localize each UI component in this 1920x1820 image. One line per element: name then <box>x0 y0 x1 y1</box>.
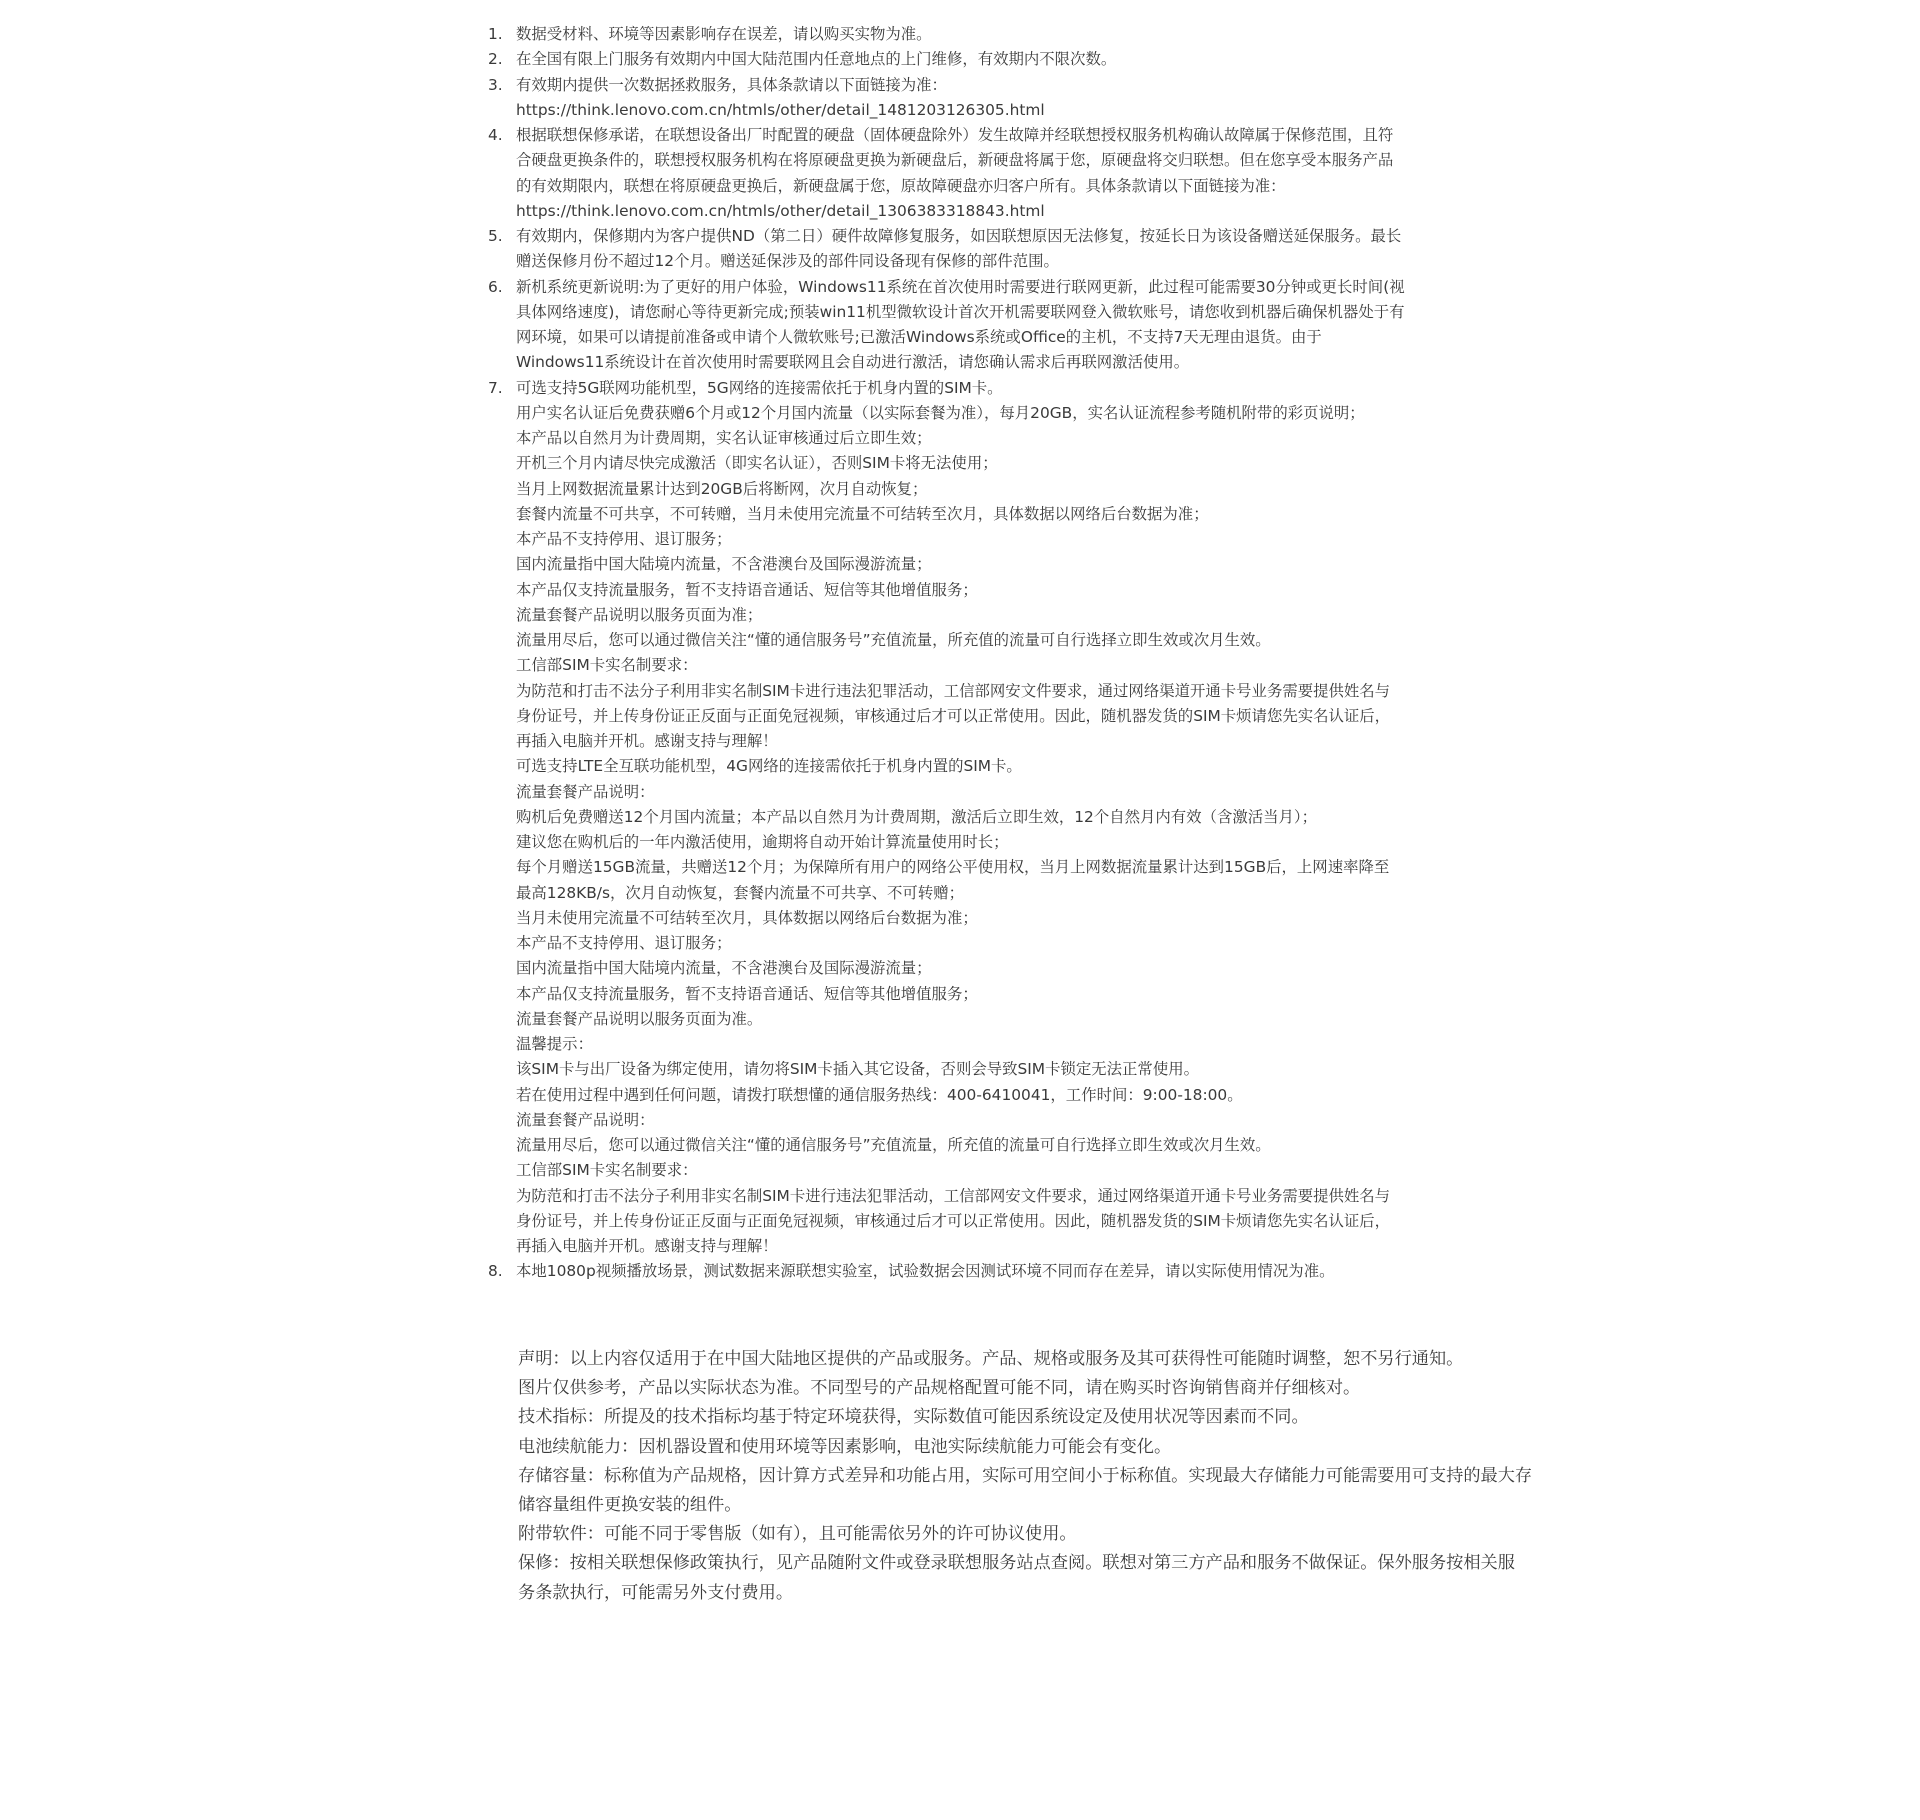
footnote-text-line: 工信部SIM卡实名制要求： <box>516 1161 698 1180</box>
footnote-text-line: 本产品仅支持流量服务，暂不支持语音通话、短信等其他增值服务； <box>516 580 978 599</box>
footnote-text-line: 开机三个月内请尽快完成激活（即实名认证），否则SIM卡将无法使用； <box>516 454 998 473</box>
footnote-text-line: 再插入电脑并开机。感谢支持与理解！ <box>516 732 778 750</box>
footnote-text-line: 合硬盘更换条件的，联想授权服务机构在将原硬盘更换为新硬盘后，新硬盘将属于您，原硬盘将交归联想。但在您享受本服务产品 <box>516 151 1394 170</box>
footnote-item <box>484 224 1444 275</box>
footnote-text-line: 本产品不支持停用、退订服务； <box>516 934 732 952</box>
footnote-text-line: 具体网络速度)，请您耐心等待更新完成;预装win11机型微软设计首次开机需要联网登入微软账号，请您收到机器后确保机器处于有 <box>516 302 1405 321</box>
footnote-text-line: 为防范和打击不法分子利用非实名制SIM卡进行违法犯罪活动，工信部网安文件要求，通过网络渠道开通卡号业务需要提供姓名与 <box>516 1186 1391 1205</box>
footnote-text-line: 再插入电脑并开机。感谢支持与理解！ <box>516 1237 778 1255</box>
footnote-item <box>484 275 1444 376</box>
footnote-text-line: 最高128KB/s，次月自动恢复，套餐内流量不可共享、不可转赠； <box>516 883 964 902</box>
footnote-text-line: https://think.lenovo.com.cn/htmls/other/detail_1306383318843.html <box>516 201 1045 220</box>
footnote-number: 7. <box>488 378 503 397</box>
footnote-text-line: 有效期内，保修期内为客户提供ND（第二日）硬件故障修复服务，如因联想原因无法修复，按延长日为该设备赠送延保服务。最长 <box>516 227 1402 245</box>
footnote-text-line: 本地1080p视频播放场景，测试数据来源联想实验室，试验数据会因测试环境不同而存在差异，请以实际使用情况为准。 <box>516 1262 1335 1281</box>
footnote-text-line: 本产品仅支持流量服务，暂不支持语音通话、短信等其他增值服务； <box>516 984 978 1003</box>
footnote-number: 3. <box>488 75 503 94</box>
footnote-text-line: 本产品不支持停用、退订服务； <box>516 530 732 548</box>
footnote-item <box>484 47 1444 72</box>
disclaimer-line: 电池续航能力：因机器设置和使用环境等因素影响，电池实际续航能力可能会有变化。 <box>518 1436 1172 1457</box>
footnote-number: 5. <box>488 227 503 245</box>
footnote-text-line: 流量用尽后，您可以通过微信关注“懂的通信服务号”充值流量，所充值的流量可自行选择立即生效或次月生效。 <box>516 631 1271 649</box>
footnote-text-line: 流量套餐产品说明： <box>516 1110 655 1129</box>
footnote-text-line: 工信部SIM卡实名制要求： <box>516 656 698 675</box>
footnote-text-line: 流量套餐产品说明以服务页面为准； <box>516 605 763 624</box>
footnote-number: 4. <box>488 126 503 144</box>
footnote-text-line: 流量套餐产品说明以服务页面为准。 <box>516 1009 763 1028</box>
footnote-text-line: 国内流量指中国大陆境内流量，不含港澳台及国际漫游流量； <box>516 555 932 574</box>
footnote-text-line: 流量套餐产品说明： <box>516 782 655 801</box>
footnotes-list <box>484 22 1444 1285</box>
footnote-item <box>484 123 1444 224</box>
footnote-text-line: 可选支持5G联网功能机型，5G网络的连接需依托于机身内置的SIM卡。 <box>516 378 1003 397</box>
footnote-text-line: 有效期内提供一次数据拯救服务，具体条款请以下面链接为准： <box>516 75 947 94</box>
footnote-text-line: 购机后免费赠送12个月国内流量；本产品以自然月为计费周期，激活后立即生效，12个自然月内有效（含激活当月）； <box>516 807 1317 826</box>
footnote-text-line: https://think.lenovo.com.cn/htmls/other/detail_1481203126305.html <box>516 100 1045 119</box>
disclaimer-line: 务条款执行，可能需另外支付费用。 <box>518 1582 794 1603</box>
disclaimer-line: 技术指标：所提及的技术指标均基于特定环境获得，实际数值可能因系统设定及使用状况等因素而不同。 <box>518 1407 1309 1428</box>
footnote-text-line: 用户实名认证后免费获赠6个月或12个月国内流量（以实际套餐为准），每月20GB，实名认证流程参考随机附带的彩页说明； <box>516 403 1365 422</box>
footnote-text-line: 若在使用过程中遇到任何问题，请拨打联想懂的通信服务热线：400-6410041，工作时间：9:00-18:00。 <box>516 1085 1243 1104</box>
disclaimer-line: 储容量组件更换安装的组件。 <box>518 1495 742 1516</box>
footnote-text-line: 在全国有限上门服务有效期内中国大陆范围内任意地点的上门维修，有效期内不限次数。 <box>516 50 1117 69</box>
footnote-number: 2. <box>488 50 503 69</box>
disclaimer-line: 附带软件：可能不同于零售版（如有），且可能需依另外的许可协议使用。 <box>518 1524 1077 1545</box>
footnote-text-line: 数据受材料、环境等因素影响存在误差，请以购买实物为准。 <box>516 25 932 43</box>
footnote-text-line: 身份证号，并上传身份证正反面与正面免冠视频，审核通过后才可以正常使用。因此，随机器发货的SIM卡烦请您先实名认证后， <box>516 706 1391 725</box>
footnote-item <box>484 1259 1444 1284</box>
footnote-text-line: 每个月赠送15GB流量，共赠送12个月；为保障所有用户的网络公平使用权，当月上网数据流量累计达到15GB后，上网速率降至 <box>516 858 1390 877</box>
footnote-item <box>484 73 1444 124</box>
footnote-text-line: Windows11系统设计在首次使用时需要联网且会自动进行激活，请您确认需求后再联网激活使用。 <box>516 353 1190 372</box>
footnote-text-line: 该SIM卡与出厂设备为绑定使用，请勿将SIM卡插入其它设备，否则会导致SIM卡锁定无法正常使用。 <box>516 1060 1199 1079</box>
footnote-text-line: 本产品以自然月为计费周期，实名认证审核通过后立即生效； <box>516 429 932 447</box>
footnote-text-line: 根据联想保修承诺，在联想设备出厂时配置的硬盘（固体硬盘除外）发生故障并经联想授权服务机构确认故障属于保修范围，且符 <box>516 126 1394 144</box>
disclaimer-line: 图片仅供参考，产品以实际状态为准。不同型号的产品规格配置可能不同，请在购买时咨询销售商并仔细核对。 <box>518 1378 1361 1399</box>
footnote-text-line: 当月上网数据流量累计达到20GB后将断网，次月自动恢复； <box>516 479 928 498</box>
footnote-text-line: 可选支持LTE全互联功能机型，4G网络的连接需依托于机身内置的SIM卡。 <box>516 757 1022 776</box>
footnote-text-line: 网环境，如果可以请提前准备或申请个人微软账号;已激活Windows系统或Office的主机，不支持7天无理由退货。由于 <box>516 328 1322 346</box>
disclaimer-line: 保修：按相关联想保修政策执行，见产品随附文件或登录联想服务站点查阅。联想对第三方产品和服务不做保证。保外服务按相关服 <box>518 1553 1515 1574</box>
footnote-text-line: 建议您在购机后的一年内激活使用，逾期将自动开始计算流量使用时长； <box>516 833 1009 851</box>
footnote-number: 8. <box>488 1262 503 1281</box>
footnote-text-line: 为防范和打击不法分子利用非实名制SIM卡进行违法犯罪活动，工信部网安文件要求，通过网络渠道开通卡号业务需要提供姓名与 <box>516 681 1391 700</box>
footnote-text-line: 温馨提示： <box>516 1035 593 1053</box>
footnote-text-line: 的有效期限内，联想在将原硬盘更换后，新硬盘属于您，原故障硬盘亦归客户所有。具体条款请以下面链接为准： <box>516 176 1286 195</box>
disclaimer-line: 存储容量：标称值为产品规格，因计算方式差异和功能占用，实际可用空间小于标称值。实现最大存储能力可能需要用可支持的最大存 <box>518 1465 1533 1486</box>
footnote-text-line: 赠送保修月份不超过12个月。赠送延保涉及的部件同设备现有保修的部件范围。 <box>516 252 1059 271</box>
footnote-text-line: 当月未使用完流量不可结转至次月，具体数据以网络后台数据为准； <box>516 908 978 927</box>
footnote-text-line: 流量用尽后，您可以通过微信关注“懂的通信服务号”充值流量，所充值的流量可自行选择立即生效或次月生效。 <box>516 1136 1271 1154</box>
footnote-text-line: 套餐内流量不可共享，不可转赠，当月未使用完流量不可结转至次月，具体数据以网络后台数据为准； <box>516 504 1209 523</box>
footnote-text-line: 国内流量指中国大陆境内流量，不含港澳台及国际漫游流量； <box>516 959 932 978</box>
disclaimer-block <box>518 1345 1598 1608</box>
footnote-number: 1. <box>488 25 503 43</box>
disclaimer-line: 声明：以上内容仅适用于在中国大陆地区提供的产品或服务。产品、规格或服务及其可获得性可能随时调整，恕不另行通知。 <box>518 1349 1464 1369</box>
footnote-item <box>484 376 1444 1260</box>
footnote-number: 6. <box>488 277 503 296</box>
footnote-text-line: 新机系统更新说明:为了更好的用户体验，Windows11系统在首次使用时需要进行联网更新，此过程可能需要30分钟或更长时间(视 <box>516 277 1405 296</box>
footnote-text-line: 身份证号，并上传身份证正反面与正面免冠视频，审核通过后才可以正常使用。因此，随机器发货的SIM卡烦请您先实名认证后， <box>516 1211 1391 1230</box>
footnote-item <box>484 22 1444 47</box>
